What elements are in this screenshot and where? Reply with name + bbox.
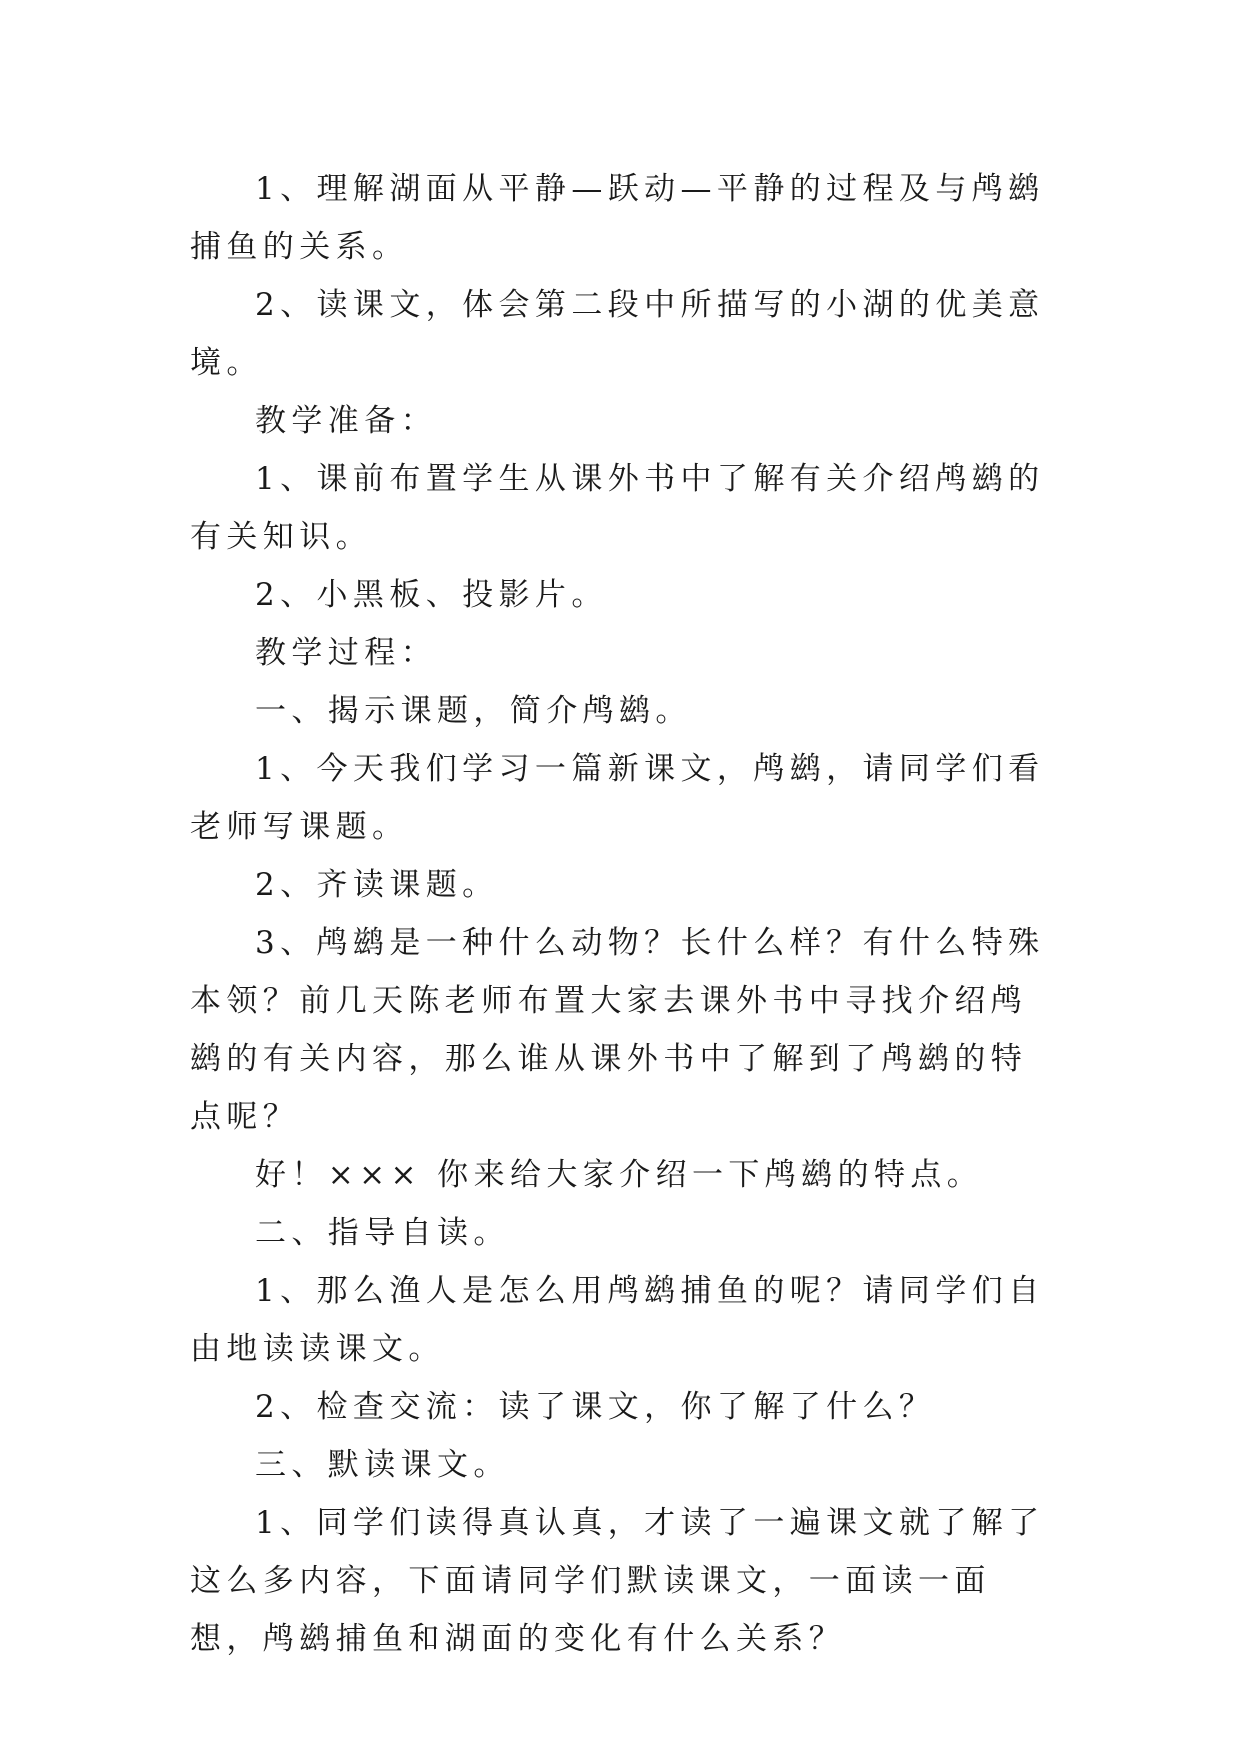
heading-preparation: 教学准备： bbox=[255, 403, 437, 439]
heading-process: 教学过程： bbox=[255, 635, 437, 671]
paragraph-step-2-2: 2、检查交流：读了课文，你了解了什么？ bbox=[255, 1389, 936, 1425]
paragraph-step-1-2: 2、齐读课题。 bbox=[255, 867, 499, 903]
document-page bbox=[190, 160, 1050, 1668]
paragraph-step-2-1: 1、那么渔人是怎么用鸬鹚捕鱼的呢？请同学们自由地读读课文。 bbox=[190, 1273, 1045, 1367]
paragraph-goal-1: 1、理解湖面从平静—跃动—平静的过程及与鸬鹚捕鱼的关系。 bbox=[190, 171, 1045, 265]
paragraph-step-1-3: 3、鸬鹚是一种什么动物？长什么样？有什么特殊本领？前几天陈老师布置大家去课外书中寻找介绍鸬鹚的有关内容，那么谁从课外书中了解到了鸬鹚的特点呢？ bbox=[190, 925, 1045, 1135]
section-heading-3: 三、默读课文。 bbox=[255, 1447, 510, 1483]
paragraph-step-3-1: 1、同学们读得真认真，才读了一遍课文就了解了这么多内容，下面请同学们默读课文，一面读一面想，鸬鹚捕鱼和湖面的变化有什么关系？ bbox=[190, 1505, 1045, 1657]
paragraph-prep-1: 1、课前布置学生从课外书中了解有关介绍鸬鹚的有关知识。 bbox=[190, 461, 1045, 555]
paragraph-goal-2: 2、读课文，体会第二段中所描写的小湖的优美意境。 bbox=[190, 287, 1045, 381]
section-heading-2: 二、指导自读。 bbox=[255, 1215, 510, 1251]
paragraph-step-1-4: 好！××× 你来给大家介绍一下鸬鹚的特点。 bbox=[255, 1157, 984, 1193]
paragraph-step-1-1: 1、今天我们学习一篇新课文，鸬鹚，请同学们看老师写课题。 bbox=[190, 751, 1045, 845]
section-heading-1: 一、揭示课题，简介鸬鹚。 bbox=[255, 693, 692, 729]
paragraph-prep-2: 2、小黑板、投影片。 bbox=[255, 577, 608, 613]
